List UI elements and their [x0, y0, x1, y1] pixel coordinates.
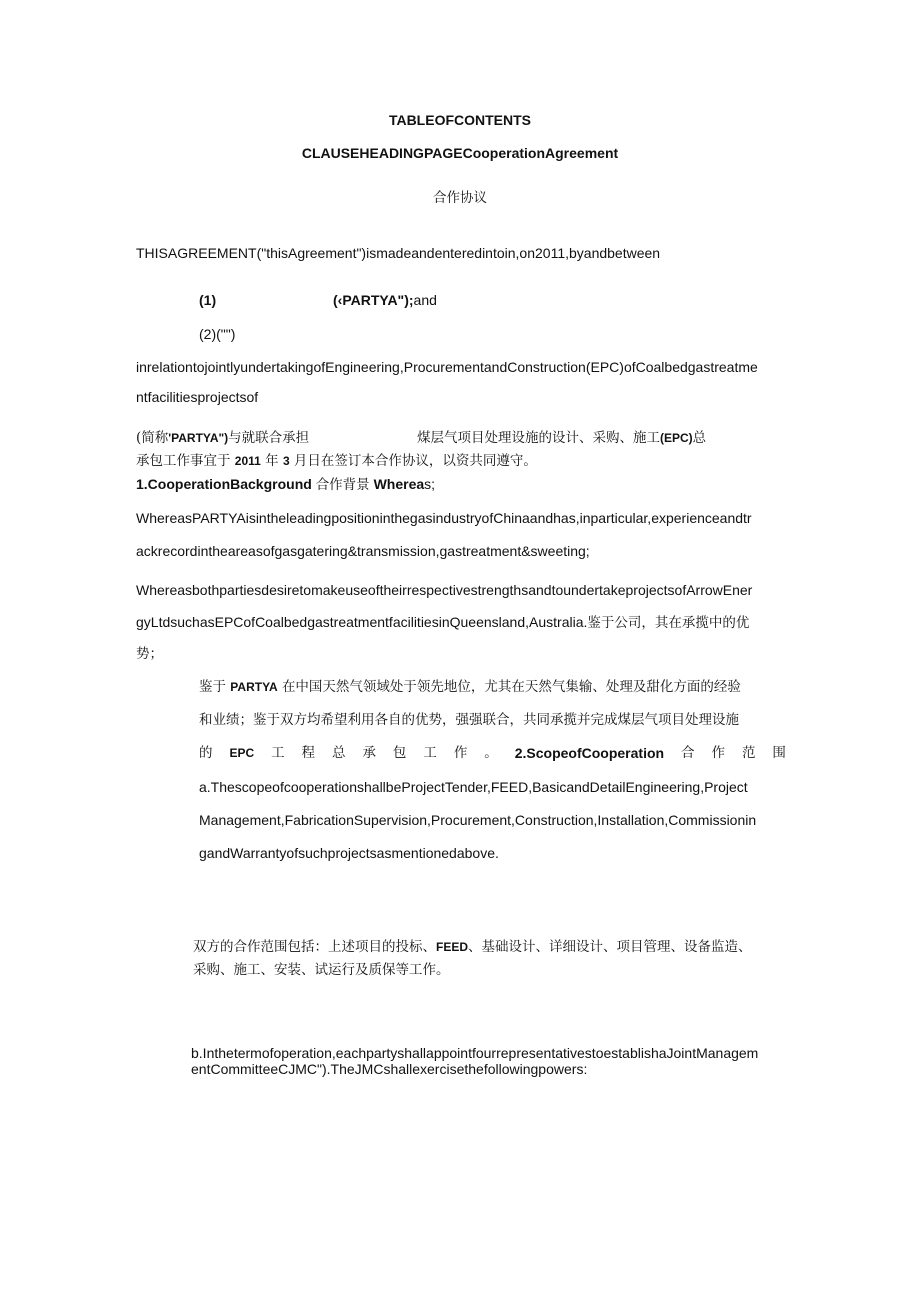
cn-intro-line-1-right: [417, 428, 706, 448]
l3-char: 作: [453, 745, 468, 761]
whereas2-line-2-text: gyLtdsuchasEPCofCoalbedgastreatmentfacilitiesinQueensland,Australia.: [136, 614, 588, 630]
block1-party: PARTYA: [230, 680, 278, 694]
cn-intro-1c: 与就联合承担: [228, 430, 310, 446]
cn-intro-year: 2011: [234, 454, 261, 468]
title-cn: 合作协议: [433, 190, 487, 206]
party1-name: (‹PARTYA");: [333, 292, 414, 308]
cn-intro-month: 3: [282, 454, 290, 468]
clause-heading: CLAUSEHEADINGPAGECooperationAgreement: [301, 145, 619, 161]
l3-char: 承: [362, 745, 376, 761]
relation-line-2: ntfacilitiesprojectsof: [136, 389, 259, 405]
relation-line-1: inrelationtojointlyundertakingofEngineering,ProcurementandConstruction(EPC)ofCoalbedgastreatme: [136, 359, 758, 375]
scope-cn-line-2: 采购、施工、安装、试运行及质保等工作。: [193, 962, 450, 978]
party1-line: [333, 290, 437, 310]
section2-title: 2.ScopeofCooperation: [514, 745, 665, 761]
whereas2-cn: 鉴于公司，其在承揽中的优: [587, 615, 750, 631]
l3-char: 总: [332, 745, 346, 761]
scope-a-line-1: a.ThescopeofcooperationshallbeProjectTender,FEED,BasicandDetailEngineering,Project: [199, 779, 748, 795]
party1-and: and: [413, 292, 437, 308]
scope-cn-1a: 双方的合作范围包括：上述项目的投标、: [193, 939, 436, 955]
l3-char: 程: [301, 745, 316, 761]
l3-char: 的: [199, 745, 213, 761]
cn-intro-line-2: [136, 451, 537, 471]
scope-a-line-2: Management,FabricationSupervision,Procurement,Construction,Installation,Commissionin: [199, 812, 757, 828]
cn-intro-2e: 月日在签订本合作协议，以资共同遵守。: [293, 453, 537, 469]
block1-1c: 在中国天然气领域处于领先地位，尤其在天然气集输、处理及甜化方面的经验: [281, 679, 741, 695]
section1-title-cn: 合作背景: [315, 477, 370, 493]
section1-heading: [136, 474, 435, 495]
section1-title: 1.CooperationBackground: [136, 476, 312, 492]
cn-intro-epc: (EPC): [660, 431, 693, 445]
cn-intro-party: 'PARTYA"): [168, 431, 229, 445]
whereas1-line-1: WhereasPARTYAisintheleadingpositioninthegasindustryofChinaandhas,inparticular,experienceandtr: [136, 510, 752, 526]
party2-line: (2)(""): [199, 326, 236, 342]
l3-char: 合: [681, 745, 695, 761]
cn-intro-1f: 总: [692, 430, 707, 446]
cn-intro-line-1: [136, 428, 309, 448]
whereas1-line-2: ackrecordintheareasofgasgatering&transmission,gastreatment&sweeting;: [136, 543, 590, 559]
l3-char: 范: [741, 745, 756, 761]
l3-char: 。: [484, 745, 498, 761]
l3-char: 作: [711, 745, 725, 761]
block1-1a: 鉴于: [199, 679, 226, 695]
toc-title: TABLEOFCONTENTS: [388, 112, 532, 128]
scope-b-line-2: entCommitteeCJMC").TheJMCshallexercisethefollowingpowers:: [191, 1061, 588, 1077]
whereas2-line-1: WhereasbothpartiesdesiretomakeuseoftheirrespectivestrengthsandtoundertakeprojectsofArrowEner: [136, 582, 753, 598]
l3-char: 包: [392, 745, 407, 761]
block1-line-1: [199, 677, 741, 697]
scope-a-line-3: gandWarrantyofsuchprojectsasmentionedabove.: [199, 845, 499, 861]
block1-line-2: 和业绩；鉴于双方均希望利用各自的优势，强强联合，共同承揽并完成煤层气项目处理设施: [199, 712, 739, 728]
cn-intro-2c: 年: [265, 453, 279, 469]
whereas2-line-3: 势；: [136, 646, 163, 662]
cn-intro-1a: (简称: [136, 430, 169, 446]
scope-b-line-1: b.Inthetermofoperation,eachpartyshallappointfourrepresentativestoestablishaJointManagem: [191, 1045, 759, 1061]
l3-char: 围: [772, 745, 786, 761]
section1-whereas-tail: s;: [424, 476, 436, 492]
party1-number: (1): [199, 292, 217, 308]
l3-char: 工: [271, 745, 285, 761]
scope-cn-1c: 、基础设计、详细设计、项目管理、设备监造、: [468, 939, 752, 955]
section1-whereas: Wherea: [373, 476, 425, 492]
cn-intro-2a: 承包工作事宜于: [136, 453, 231, 469]
scope-cn-line-1: [193, 937, 752, 957]
l3-epc: EPC: [229, 746, 255, 760]
cn-intro-1d: 煤层气项目处理设施的设计、采购、施工: [417, 430, 660, 446]
scope-cn-feed: FEED: [436, 940, 469, 954]
l3-char: 工: [423, 745, 437, 761]
block1-line-3: [199, 743, 786, 763]
whereas2-line-2: [136, 612, 749, 633]
intro-text: THISAGREEMENT("thisAgreement")ismadeandenteredintoin,on2011,byandbetween: [136, 245, 661, 261]
